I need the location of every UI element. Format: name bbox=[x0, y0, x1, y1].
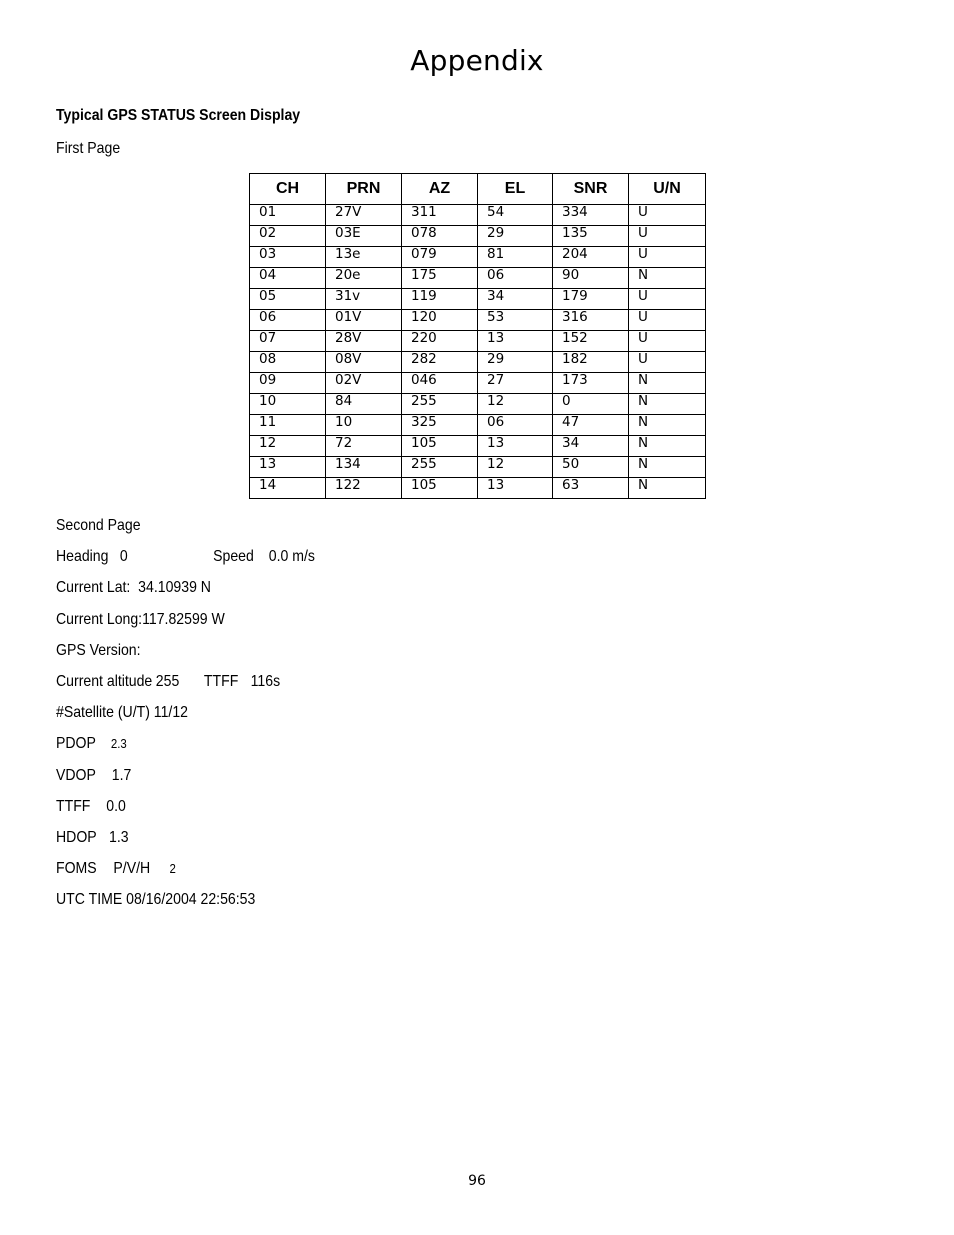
column-header: PRN bbox=[326, 174, 402, 205]
ttff-label: TTFF bbox=[203, 673, 239, 690]
table-cell: 334 bbox=[553, 205, 629, 226]
table-cell: 13 bbox=[478, 436, 553, 457]
table-cell: U bbox=[629, 310, 706, 331]
table-row bbox=[250, 268, 706, 289]
page-number: 96 bbox=[468, 1173, 486, 1189]
table-cell: N bbox=[629, 478, 706, 499]
table-cell: 06 bbox=[250, 310, 326, 331]
table-cell: 220 bbox=[402, 331, 478, 352]
table-cell: 03 bbox=[250, 247, 326, 268]
table-cell: 12 bbox=[478, 394, 553, 415]
ttff2-row bbox=[56, 798, 126, 816]
table-cell: U bbox=[629, 331, 706, 352]
table-cell: 03E bbox=[326, 226, 402, 247]
table-cell: 13 bbox=[478, 478, 553, 499]
table-cell: 72 bbox=[326, 436, 402, 457]
table-cell: 079 bbox=[402, 247, 478, 268]
table-cell: 119 bbox=[402, 289, 478, 310]
section-heading: Typical GPS STATUS Screen Display bbox=[56, 107, 301, 124]
table-cell: 311 bbox=[402, 205, 478, 226]
table-cell: 28V bbox=[326, 331, 402, 352]
column-header: EL bbox=[478, 174, 553, 205]
pdop-row bbox=[56, 735, 127, 753]
heading-speed-row bbox=[56, 548, 315, 566]
speed-label: Speed bbox=[213, 548, 254, 565]
table-cell: N bbox=[629, 394, 706, 415]
hdop-row bbox=[56, 829, 129, 847]
table-cell: 14 bbox=[250, 478, 326, 499]
table-cell: 01 bbox=[250, 205, 326, 226]
table-cell: 204 bbox=[553, 247, 629, 268]
ttff2-value: 0.0 bbox=[106, 798, 126, 815]
satellite-count: #Satellite (U/T) 11/12 bbox=[56, 704, 188, 721]
table-cell: U bbox=[629, 226, 706, 247]
table-cell: U bbox=[629, 352, 706, 373]
table-row bbox=[250, 205, 706, 226]
table-cell: 255 bbox=[402, 394, 478, 415]
table-cell: 182 bbox=[553, 352, 629, 373]
table-cell: 08V bbox=[326, 352, 402, 373]
foms-label: FOMS bbox=[56, 860, 97, 877]
column-header: AZ bbox=[402, 174, 478, 205]
table-cell: 13 bbox=[250, 457, 326, 478]
table-cell: 01V bbox=[326, 310, 402, 331]
table-row bbox=[250, 436, 706, 457]
table-cell: 06 bbox=[478, 415, 553, 436]
table-cell: 63 bbox=[553, 478, 629, 499]
speed-value: 0.0 m/s bbox=[268, 548, 315, 565]
table-row bbox=[250, 373, 706, 394]
ttff2-label: TTFF bbox=[56, 798, 91, 815]
table-header-row bbox=[250, 174, 706, 205]
hdop-label: HDOP bbox=[56, 829, 97, 846]
table-cell: N bbox=[629, 415, 706, 436]
altitude-label: Current altitude bbox=[56, 673, 153, 690]
table-cell: 11 bbox=[250, 415, 326, 436]
pvh-label: P/V/H bbox=[113, 860, 151, 877]
table-cell: 20e bbox=[326, 268, 402, 289]
gps-status-table bbox=[249, 173, 706, 499]
table-cell: N bbox=[629, 457, 706, 478]
table-cell: 84 bbox=[326, 394, 402, 415]
table-cell: U bbox=[629, 205, 706, 226]
table-cell: 13e bbox=[326, 247, 402, 268]
table-cell: 078 bbox=[402, 226, 478, 247]
table-cell: 282 bbox=[402, 352, 478, 373]
table-cell: 05 bbox=[250, 289, 326, 310]
table-cell: 135 bbox=[553, 226, 629, 247]
table-cell: 105 bbox=[402, 436, 478, 457]
table-row bbox=[250, 247, 706, 268]
vdop-label: VDOP bbox=[56, 767, 96, 784]
table-cell: 12 bbox=[250, 436, 326, 457]
table-cell: 152 bbox=[553, 331, 629, 352]
table-cell: U bbox=[629, 289, 706, 310]
column-header: U/N bbox=[629, 174, 706, 205]
table-cell: 09 bbox=[250, 373, 326, 394]
current-lat: Current Lat: 34.10939 N bbox=[56, 579, 211, 596]
table-cell: 02V bbox=[326, 373, 402, 394]
gps-version: GPS Version: bbox=[56, 642, 141, 659]
ttff-value: 116s bbox=[250, 673, 281, 690]
table-cell: 175 bbox=[402, 268, 478, 289]
table-row bbox=[250, 394, 706, 415]
heading-label: Heading bbox=[56, 548, 109, 565]
table-row bbox=[250, 415, 706, 436]
table-row bbox=[250, 226, 706, 247]
table-cell: 173 bbox=[553, 373, 629, 394]
table-cell: 122 bbox=[326, 478, 402, 499]
first-page-label: First Page bbox=[56, 140, 121, 157]
second-page-label: Second Page bbox=[56, 517, 141, 534]
table-cell: 31v bbox=[326, 289, 402, 310]
table-cell: 81 bbox=[478, 247, 553, 268]
current-long: Current Long:117.82599 W bbox=[56, 611, 225, 628]
table-cell: 02 bbox=[250, 226, 326, 247]
utc-time: UTC TIME 08/16/2004 22:56:53 bbox=[56, 891, 256, 908]
foms-row bbox=[56, 860, 176, 878]
table-cell: 325 bbox=[402, 415, 478, 436]
table-cell: 34 bbox=[553, 436, 629, 457]
table-cell: 53 bbox=[478, 310, 553, 331]
vdop-value: 1.7 bbox=[111, 767, 132, 784]
table-cell: 105 bbox=[402, 478, 478, 499]
table-cell: 08 bbox=[250, 352, 326, 373]
column-header: SNR bbox=[553, 174, 629, 205]
table-cell: 54 bbox=[478, 205, 553, 226]
altitude-value: 255 bbox=[155, 673, 180, 690]
table-cell: 134 bbox=[326, 457, 402, 478]
table-cell: 0 bbox=[553, 394, 629, 415]
table-cell: 90 bbox=[553, 268, 629, 289]
pvh-value: 2 bbox=[169, 861, 176, 876]
table-cell: 34 bbox=[478, 289, 553, 310]
pdop-label: PDOP bbox=[56, 735, 96, 752]
table-cell: 27 bbox=[478, 373, 553, 394]
table-cell: 046 bbox=[402, 373, 478, 394]
table-cell: 120 bbox=[402, 310, 478, 331]
altitude-ttff-row bbox=[56, 673, 280, 691]
heading-value: 0 bbox=[119, 548, 128, 565]
table-cell: 27V bbox=[326, 205, 402, 226]
table-cell: 07 bbox=[250, 331, 326, 352]
table-cell: 29 bbox=[478, 352, 553, 373]
table-row bbox=[250, 478, 706, 499]
table-cell: 10 bbox=[250, 394, 326, 415]
table-row bbox=[250, 457, 706, 478]
table-cell: 179 bbox=[553, 289, 629, 310]
table-cell: 47 bbox=[553, 415, 629, 436]
table-row bbox=[250, 331, 706, 352]
table-row bbox=[250, 352, 706, 373]
table-row bbox=[250, 310, 706, 331]
hdop-value: 1.3 bbox=[109, 829, 129, 846]
table-cell: N bbox=[629, 268, 706, 289]
column-header: CH bbox=[250, 174, 326, 205]
table-cell: 10 bbox=[326, 415, 402, 436]
table-cell: N bbox=[629, 436, 706, 457]
table-body bbox=[250, 205, 706, 499]
table-cell: 255 bbox=[402, 457, 478, 478]
table-cell: U bbox=[629, 247, 706, 268]
table-cell: 06 bbox=[478, 268, 553, 289]
table-cell: 13 bbox=[478, 331, 553, 352]
table-cell: 316 bbox=[553, 310, 629, 331]
table-cell: 29 bbox=[478, 226, 553, 247]
table-cell: 50 bbox=[553, 457, 629, 478]
table-cell: 04 bbox=[250, 268, 326, 289]
page-title: Appendix bbox=[410, 44, 544, 77]
vdop-row bbox=[56, 767, 131, 785]
table-row bbox=[250, 289, 706, 310]
pdop-value: 2.3 bbox=[110, 736, 127, 751]
table-cell: 12 bbox=[478, 457, 553, 478]
table-cell: N bbox=[629, 373, 706, 394]
